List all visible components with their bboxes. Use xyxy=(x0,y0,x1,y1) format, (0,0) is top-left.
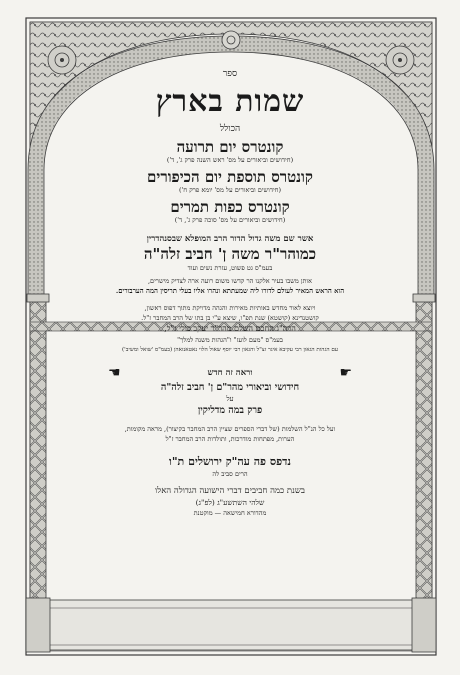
edition-line: מהדורא חמישאה — מוקטנת xyxy=(193,509,267,517)
kuntres-1-subtitle: (חידושים וביאורים על מס' ראש השנה פרק ג', ד') xyxy=(166,156,294,164)
pointing-hand-icon: ☚ xyxy=(108,365,121,381)
column-left xyxy=(30,300,46,600)
keystone-medallion xyxy=(222,31,240,49)
hagahot-line: עם הגהות הגאון רבי עקיבא איגר זצ"ל והגאון רבי יוסף שאול הלוי נאטאנזאהן (בעמ"ס 'שואל ומשיב') xyxy=(121,347,338,353)
column-base-left xyxy=(26,598,50,652)
chidushei-title: חידושי וביאורי מהר"ם ן' חביב זלה"ה xyxy=(160,382,300,393)
yotze-line-1: ויוצא לאור מחדש באותיות מאירות והגהה מדויקת מתוך דפוס ראשון, xyxy=(144,304,316,312)
author-intro: אשר שם משה גדול הדור הרב המופלא שבסנהדרין xyxy=(146,234,314,244)
hosafa-label: וראה זה חדש xyxy=(207,368,253,378)
column-right xyxy=(416,300,432,600)
hagahot-line-3: הערות, מפתחות מודרכות, ותולדות הרב המחבר ז"ל xyxy=(165,435,295,443)
bio-line-1: אותן משבו בעיר אלקנו הר קדשו משום רועה ארה לצדיק מישרים, xyxy=(147,277,313,285)
meam-loez-line: בעמ"ס "מעם לועז" ו"הגהות משנה למלך" xyxy=(177,336,283,344)
hakolel-label: הכולל xyxy=(219,124,241,134)
perek-title: פרק במה מדליקין xyxy=(197,405,263,416)
kuntres-1-title: קונטרס יום תרועה xyxy=(176,138,284,156)
al-label: על xyxy=(226,395,234,403)
kuntres-2-title: קונטרס תוספת יום הכיפורים xyxy=(147,168,313,186)
base-band xyxy=(30,600,432,650)
author-name: כמוהר"ר משה ן' חביב זלה"ה xyxy=(143,245,317,263)
year-line-2: שלהי השתשע"ג (לפ"ג) xyxy=(195,498,265,507)
hosafa-row xyxy=(70,365,390,381)
bio-line-2: הוא הראש המאיר לעולם לדורו ליה שמעתתא ונהרו אליו בעלי תריסין המה הערבורים. xyxy=(115,287,345,295)
publish-place: נדפס פה עה"ק ירושלים ת"ו xyxy=(169,455,291,468)
harim-line: הרים סביב לה xyxy=(212,470,248,478)
pointing-hand-icon: ☛ xyxy=(339,365,352,381)
book-title: שמות בארץ xyxy=(155,85,305,119)
year-line-1: בשנת כמה חביבים דברי הישועה הגדולה האלו xyxy=(155,486,305,496)
kuntres-3-subtitle: (חידושים וביאורים על מס' סוכה פרק ג', ד') xyxy=(174,216,286,224)
kuntres-3-title: קונטרס כפות תמרים xyxy=(170,198,290,216)
yotze-line-2: קושטנדינא (קושטא) שנת תפ"ו, שיצא ע"י בן בתו של הרב המחבר ז"ל. xyxy=(141,314,319,322)
rosette-right xyxy=(386,46,414,74)
kuntres-2-subtitle: (חידושים וביאורים על מס' יומא פרק ח') xyxy=(178,186,282,194)
hagahot-line-2: ועל כל הנ"ל השלמות (של דברי הספרים שציין הרב המחבר בקיצור), מראה מקומות, xyxy=(124,425,336,433)
sefer-label: ספר xyxy=(222,69,238,79)
author-works: בעמ"ס גט פשוט, עזרת נשים ועוד xyxy=(187,264,273,272)
yaakov-line: הרה"ג החכם השלם מהר"ר יעקב כולי ז"ל, xyxy=(164,324,296,333)
title-page-text xyxy=(70,68,390,518)
column-base-right xyxy=(412,598,436,652)
